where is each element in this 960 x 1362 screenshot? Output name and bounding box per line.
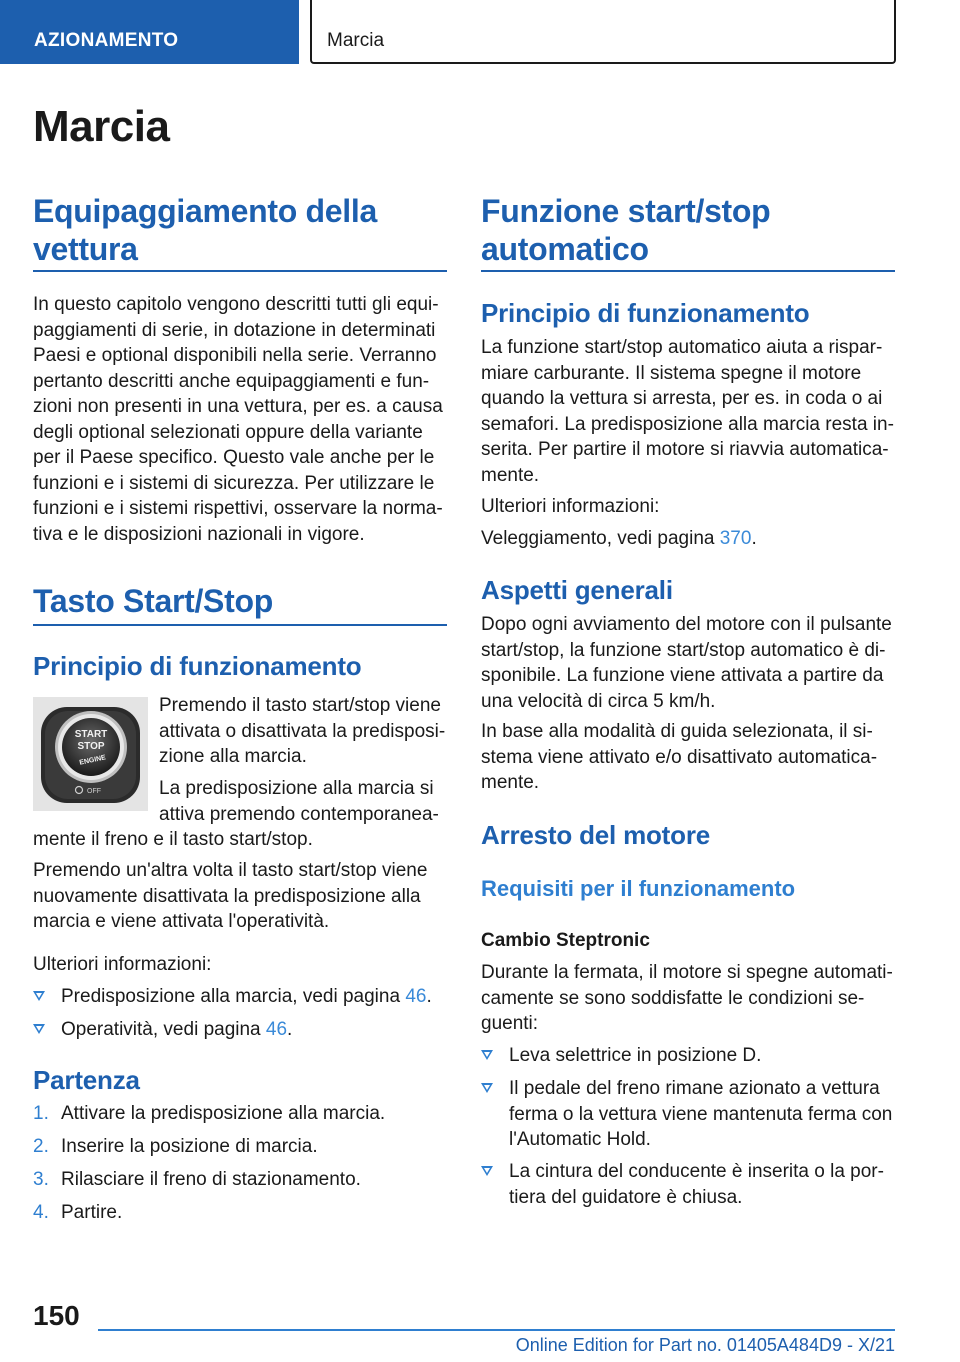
heading-equipaggiamento: Equipaggiamento della vettura (33, 193, 377, 267)
paragraph-altra-volta: Premendo un'altra volta il tasto start/stop viene nuovamente disattivata la predisposizione alla marcia e viene attivata l'operatività. (33, 860, 428, 932)
heading-principio-left: Principio di funzionamento (33, 651, 362, 681)
step-number: 1. (33, 1103, 49, 1124)
list-item-punct: . (426, 986, 432, 1007)
paragraph-principio-right: La funzione start/stop automatico aiuta a rispar-miare carburante. Il sistema spegne il motore quando la vettura si arresta, per es. in coda o ai semafori. La predisposizione alla marcia resta in-serita. Per partire il motore si riavvia automatica-mente. (481, 337, 894, 486)
paragraph-cambio: Durante la fermata, il motore si spegne automati-camente se sono soddisfatte le condizioni se-guenti: (481, 962, 893, 1034)
paragraph-equipaggiamento: In questo capitolo vengono descritti tutti gli equi-paggiamenti di serie, in dotazione in determinati Paesi e optional disponibili nella serie. Verranno pertanto descritti anche equipaggiamenti e fun-zioni non presenti in una vettura, per es. a causa degli optional selezionati oppure della variante per il Paese specifico. Questo vale anche per le funzioni e i sistemi di sicurezza. Per utilizzare le funzioni e i sistemi rispettivi, osservare la norma-tiva e le disposizioni nazionali in vigore. (33, 294, 443, 545)
heading-cambio-steptronic: Cambio Steptronic (481, 930, 650, 951)
triangle-bullet-icon (33, 991, 45, 1001)
step-text: Inserire la posizione di marcia. (61, 1136, 318, 1157)
off-label: OFF (87, 788, 101, 795)
heading-partenza: Partenza (33, 1065, 140, 1095)
page-number: 150 (33, 1300, 80, 1331)
triangle-bullet-icon (481, 1083, 493, 1093)
page-link[interactable]: 370 (719, 528, 752, 549)
page-link[interactable]: 46 (405, 986, 427, 1007)
triangle-bullet-icon (481, 1050, 493, 1060)
list-item (481, 1159, 895, 1210)
reference-punct: . (751, 528, 757, 549)
step-item (33, 1134, 447, 1160)
header-chapter-tab: AZIONAMENTO (0, 0, 299, 64)
paragraph-predisposizione-b: mente il freno e il tasto start/stop. (33, 829, 313, 850)
list-item (33, 984, 447, 1010)
page-link[interactable]: 46 (265, 1019, 288, 1040)
page-title: Marcia (33, 102, 170, 151)
start-stop-button-image (33, 697, 148, 811)
heading-principio-right: Principio di funzionamento (481, 298, 810, 328)
list-item-text: La cintura del conducente è inserita o la por-tiera del guidatore è chiusa. (509, 1161, 884, 1208)
paragraph-ulteriori-left: Ulteriori informazioni: (33, 954, 212, 975)
list-item (481, 1043, 895, 1069)
heading-tasto-start-stop: Tasto Start/Stop (33, 583, 273, 619)
heading-rule (33, 270, 447, 272)
step-number: 2. (33, 1136, 49, 1157)
list-item-text: Leva selettrice in posizione D. (509, 1045, 762, 1066)
step-item (33, 1200, 447, 1226)
list-item-text: Operatività, vedi pagina (61, 1019, 266, 1040)
step-text: Partire. (61, 1202, 123, 1223)
paragraph-premendo: Premendo il tasto start/stop viene attivata o disattivata la predisposi-zione alla marcia. (159, 695, 446, 767)
list-item-text: Il pedale del freno rimane azionato a vettura ferma o la vettura viene mantenuta ferma con l'Automatic Hold. (509, 1078, 893, 1150)
stop-label: STOP (77, 741, 105, 752)
step-item (33, 1101, 447, 1127)
start-label: START (74, 729, 108, 740)
paragraph-veleggiamento (481, 526, 895, 552)
header-section-label: Marcia (310, 0, 896, 64)
heading-arresto-motore: Arresto del motore (481, 820, 711, 850)
reference-text: Veleggiamento, vedi pagina (481, 528, 720, 549)
heading-funzione-start-stop: Funzione start/stop automatico (481, 193, 771, 267)
step-item (33, 1167, 447, 1193)
step-number: 4. (33, 1202, 49, 1223)
paragraph-aspetti-2: In base alla modalità di guida selezionata, il si-stema viene attivato e/o disattivato automatica-mente. (481, 721, 878, 793)
heading-aspetti-generali: Aspetti generali (481, 575, 673, 605)
heading-rule (33, 624, 447, 626)
step-text: Attivare la predisposizione alla marcia. (61, 1103, 386, 1124)
list-item (33, 1017, 447, 1043)
paragraph-ulteriori-right: Ulteriori informazioni: (481, 496, 660, 517)
triangle-bullet-icon (481, 1166, 493, 1176)
paragraph-predisposizione-a: La predisposizione alla marcia si attiva premendo contemporanea- (159, 778, 439, 825)
footer-edition: Online Edition for Part no. 01405A484D9 - X/21 (515, 1335, 895, 1355)
engine-label: ENGINE (78, 754, 107, 767)
paragraph-aspetti-1: Dopo ogni avviamento del motore con il pulsante start/stop, la funzione start/stop automatico è di-sponibile. La funzione viene attivata a partire da una velocità di circa 5 km/h. (481, 614, 892, 712)
heading-rule (481, 270, 895, 272)
triangle-bullet-icon (33, 1024, 45, 1034)
step-text: Rilasciare il freno di stazionamento. (61, 1169, 361, 1190)
start-stop-button-icon (33, 697, 148, 811)
list-item-punct: . (287, 1019, 293, 1040)
footer-rule (98, 1329, 895, 1331)
step-number: 3. (33, 1169, 49, 1190)
list-item (481, 1076, 895, 1153)
list-item-text: Predisposizione alla marcia, vedi pagina (61, 986, 406, 1007)
heading-requisiti: Requisiti per il funzionamento (481, 876, 796, 901)
